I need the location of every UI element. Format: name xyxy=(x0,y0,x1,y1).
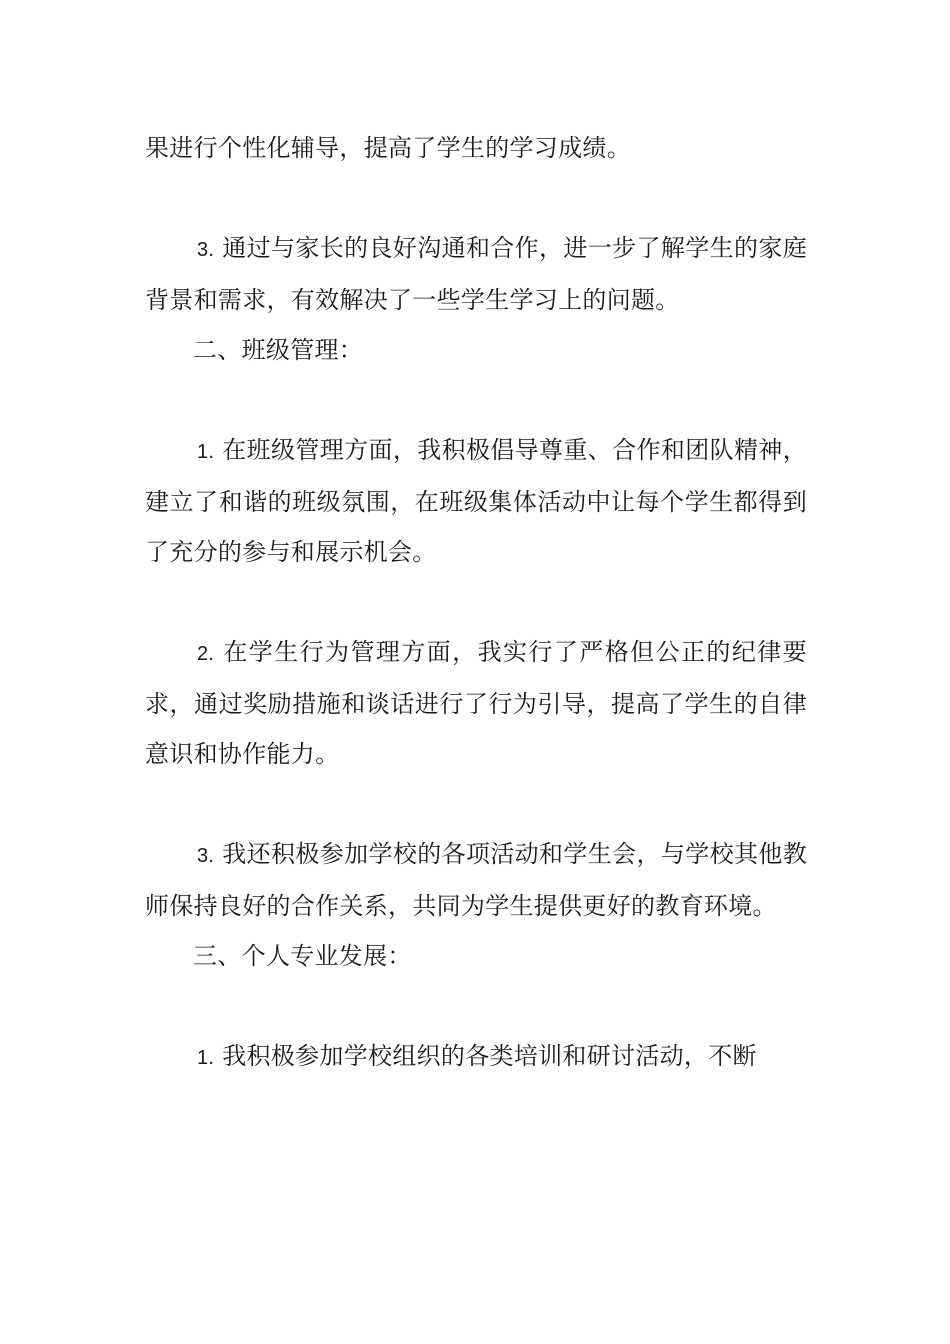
section-heading-class-management xyxy=(145,325,807,375)
paragraph-item-1-class-management xyxy=(145,425,807,577)
list-number: 2. xyxy=(197,643,215,665)
paragraph-item-3-school-activities xyxy=(145,829,807,931)
paragraph-text: 果进行个性化辅导，提高了学生的学习成绩。 xyxy=(145,134,631,162)
list-number: 1. xyxy=(197,441,215,463)
paragraph-text: 我积极参加学校组织的各类培训和研讨活动，不断 xyxy=(222,1042,757,1070)
list-number: 1. xyxy=(197,1047,215,1069)
paragraph-text: 在学生行为管理方面，我实行了严格但公正的纪律要求，通过奖励措施和谈话进行了行为引导，提高了学生的自律意识和协作能力。 xyxy=(145,638,807,768)
heading-text: 二、班级管理： xyxy=(193,336,364,364)
list-number: 3. xyxy=(197,845,215,867)
list-number: 3. xyxy=(197,239,215,261)
document-body xyxy=(145,123,807,1083)
section-heading-professional-development xyxy=(145,931,807,981)
paragraph-item-2-behavior-management xyxy=(145,627,807,779)
heading-text: 三、个人专业发展： xyxy=(193,942,412,970)
paragraph-item-3-communication xyxy=(145,223,807,325)
paragraph-item-1-training xyxy=(145,1031,807,1083)
paragraph-text: 通过与家长的良好沟通和合作，进一步了解学生的家庭背景和需求，有效解决了一些学生学习上的问题。 xyxy=(145,234,807,314)
paragraph-text: 在班级管理方面，我积极倡导尊重、合作和团队精神，建立了和谐的班级氛围，在班级集体活动中让每个学生都得到了充分的参与和展示机会。 xyxy=(145,436,807,566)
paragraph-continuation xyxy=(145,123,807,173)
paragraph-text: 我还积极参加学校的各项活动和学生会，与学校其他教师保持良好的合作关系，共同为学生提供更好的教育环境。 xyxy=(145,840,807,920)
